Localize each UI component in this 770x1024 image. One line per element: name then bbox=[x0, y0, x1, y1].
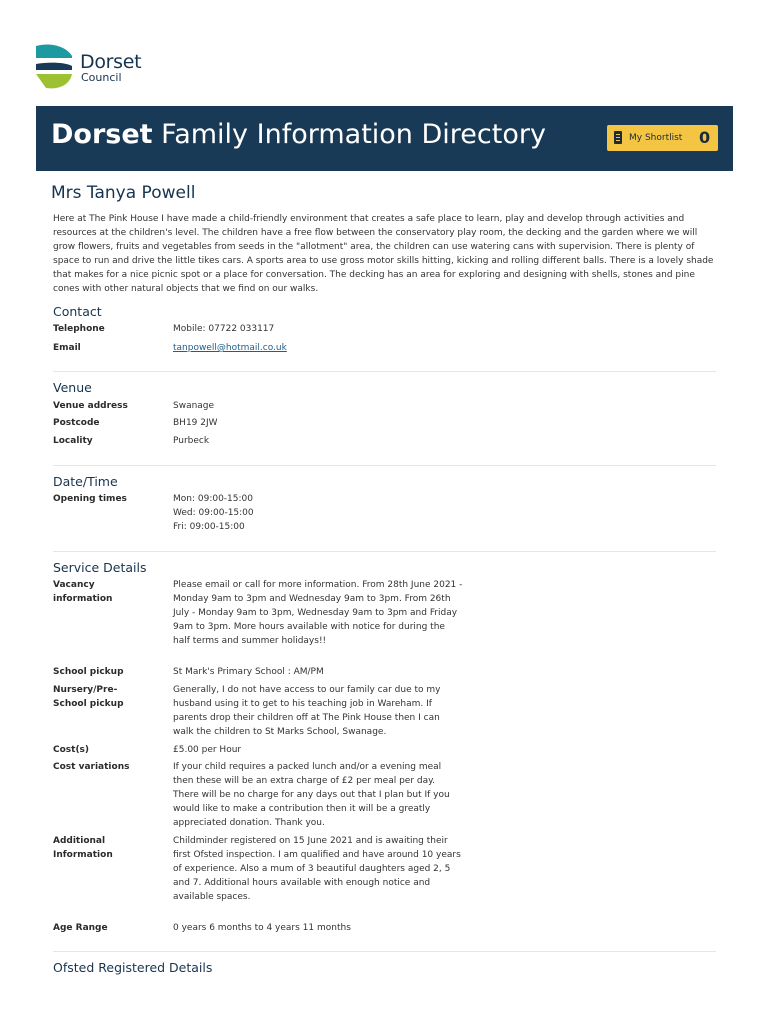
school-pickup-label: School pickup bbox=[53, 667, 124, 677]
locality-label: Locality bbox=[53, 436, 93, 446]
site-title[interactable] bbox=[51, 118, 546, 152]
locality-value: Purbeck bbox=[173, 436, 210, 446]
provider-name: Mrs Tanya Powell bbox=[51, 183, 196, 203]
site-title-rest: Family Information Directory bbox=[152, 119, 546, 150]
shortlist-label: My Shortlist bbox=[629, 133, 683, 143]
divider bbox=[53, 951, 716, 952]
contact-section-heading bbox=[53, 305, 716, 319]
postcode-value: BH19 2JW bbox=[173, 418, 218, 428]
additional-info-value: Childminder registered on 15 June 2021 and is awaiting their first Ofsted inspection. I am qualified and have around 10 years of experience. Also a mum of 3 beautiful daughters aged 2, 5 and 7. Additional hours available with enough notice and available spaces. bbox=[173, 836, 461, 902]
nursery-pickup-label: Nursery/Pre-School pickup bbox=[53, 685, 124, 709]
logo-brand-text: Dorset bbox=[80, 51, 142, 73]
service-heading: Service Details bbox=[53, 560, 147, 575]
opening-times-list bbox=[173, 492, 463, 534]
opening-time-item: Fri: 09:00-15:00 bbox=[173, 522, 245, 532]
dorset-logo-mark-icon bbox=[36, 44, 76, 90]
opening-time-item: Wed: 09:00-15:00 bbox=[173, 508, 254, 518]
vacancy-label: Vacancy information bbox=[53, 580, 113, 604]
age-range-value: 0 years 6 months to 4 years 11 months bbox=[173, 923, 351, 933]
divider bbox=[53, 371, 716, 372]
divider bbox=[53, 465, 716, 466]
cost-label: Cost(s) bbox=[53, 745, 90, 755]
postcode-label: Postcode bbox=[53, 418, 100, 428]
logo-sub-text: Council bbox=[81, 71, 122, 84]
service-section-heading bbox=[53, 561, 716, 575]
opening-times-label: Opening times bbox=[53, 494, 127, 504]
shortlist-document-icon bbox=[614, 131, 622, 144]
dorset-council-logo[interactable] bbox=[36, 44, 156, 92]
opening-time-item: Mon: 09:00-15:00 bbox=[173, 494, 253, 504]
ofsted-heading: Ofsted Registered Details bbox=[53, 960, 213, 975]
telephone-value: Mobile: 07722 033117 bbox=[173, 324, 275, 334]
email-label: Email bbox=[53, 343, 81, 353]
venue-heading: Venue bbox=[53, 380, 92, 395]
cost-variations-value: If your child requires a packed lunch and/or a evening meal then these will be an extra charge of £2 per meal per day. There will be no charge for any days out that I plan but If you would like to make a contribution then it will be a greatly appreciated donation. Thank you. bbox=[173, 762, 450, 828]
vacancy-value: Please email or call for more information. From 28th June 2021 - Monday 9am to 3pm and Wednesday 9am to 3pm. From 26th July - Monday 9am to 3pm, Wednesday 9am to 3pm and Friday 9am to 3pm. More hours available with notice for during the half terms and summer holidays!! bbox=[173, 580, 463, 646]
shortlist-count: 0 bbox=[699, 128, 711, 147]
additional-info-label: Additional Information bbox=[53, 836, 113, 860]
datetime-heading: Date/Time bbox=[53, 474, 118, 489]
cost-variations-label: Cost variations bbox=[53, 762, 130, 772]
datetime-section-heading bbox=[53, 475, 716, 489]
email-link[interactable]: tanpowell@hotmail.co.uk bbox=[173, 343, 287, 353]
nursery-pickup-value: Generally, I do not have access to our family car due to my husband using it to get to his teaching job in Wareham. If parents drop their children off at The Pink House then I can walk the children to St Marks School, Swanage. bbox=[173, 685, 441, 737]
age-range-label: Age Range bbox=[53, 923, 108, 933]
telephone-label: Telephone bbox=[53, 324, 105, 334]
header-banner bbox=[36, 106, 733, 171]
venue-address-label: Venue address bbox=[53, 401, 128, 411]
cost-value: £5.00 per Hour bbox=[173, 745, 242, 755]
contact-heading: Contact bbox=[53, 304, 102, 319]
divider bbox=[53, 551, 716, 552]
ofsted-section-heading bbox=[53, 961, 716, 975]
provider-description: Here at The Pink House I have made a child-friendly environment that creates a safe place to learn, play and develop through activities and resources at the children's level. The children have a free flow between the conservatory play room, the decking and the garden where we will grow flowers, fruits and vegetables from seeds in the "allotment" area, the children can use watering cans with supervision. There is plenty of space to run and drive the little tikes cars. A sports area to use gross motor skills hitting, kicking and rolling different balls. There is a lovely shade that makes for a nice picnic spot or a place for conversation. The decking has an area for exploring and designing with shells, stones and pine cones with other natural objects that we find on our walks. bbox=[53, 214, 714, 294]
school-pickup-value: St Mark's Primary School : AM/PM bbox=[173, 667, 324, 677]
venue-address-value: Swanage bbox=[173, 401, 215, 411]
venue-section-heading bbox=[53, 381, 716, 395]
my-shortlist-button[interactable] bbox=[607, 125, 718, 151]
site-title-bold: Dorset bbox=[51, 119, 153, 150]
